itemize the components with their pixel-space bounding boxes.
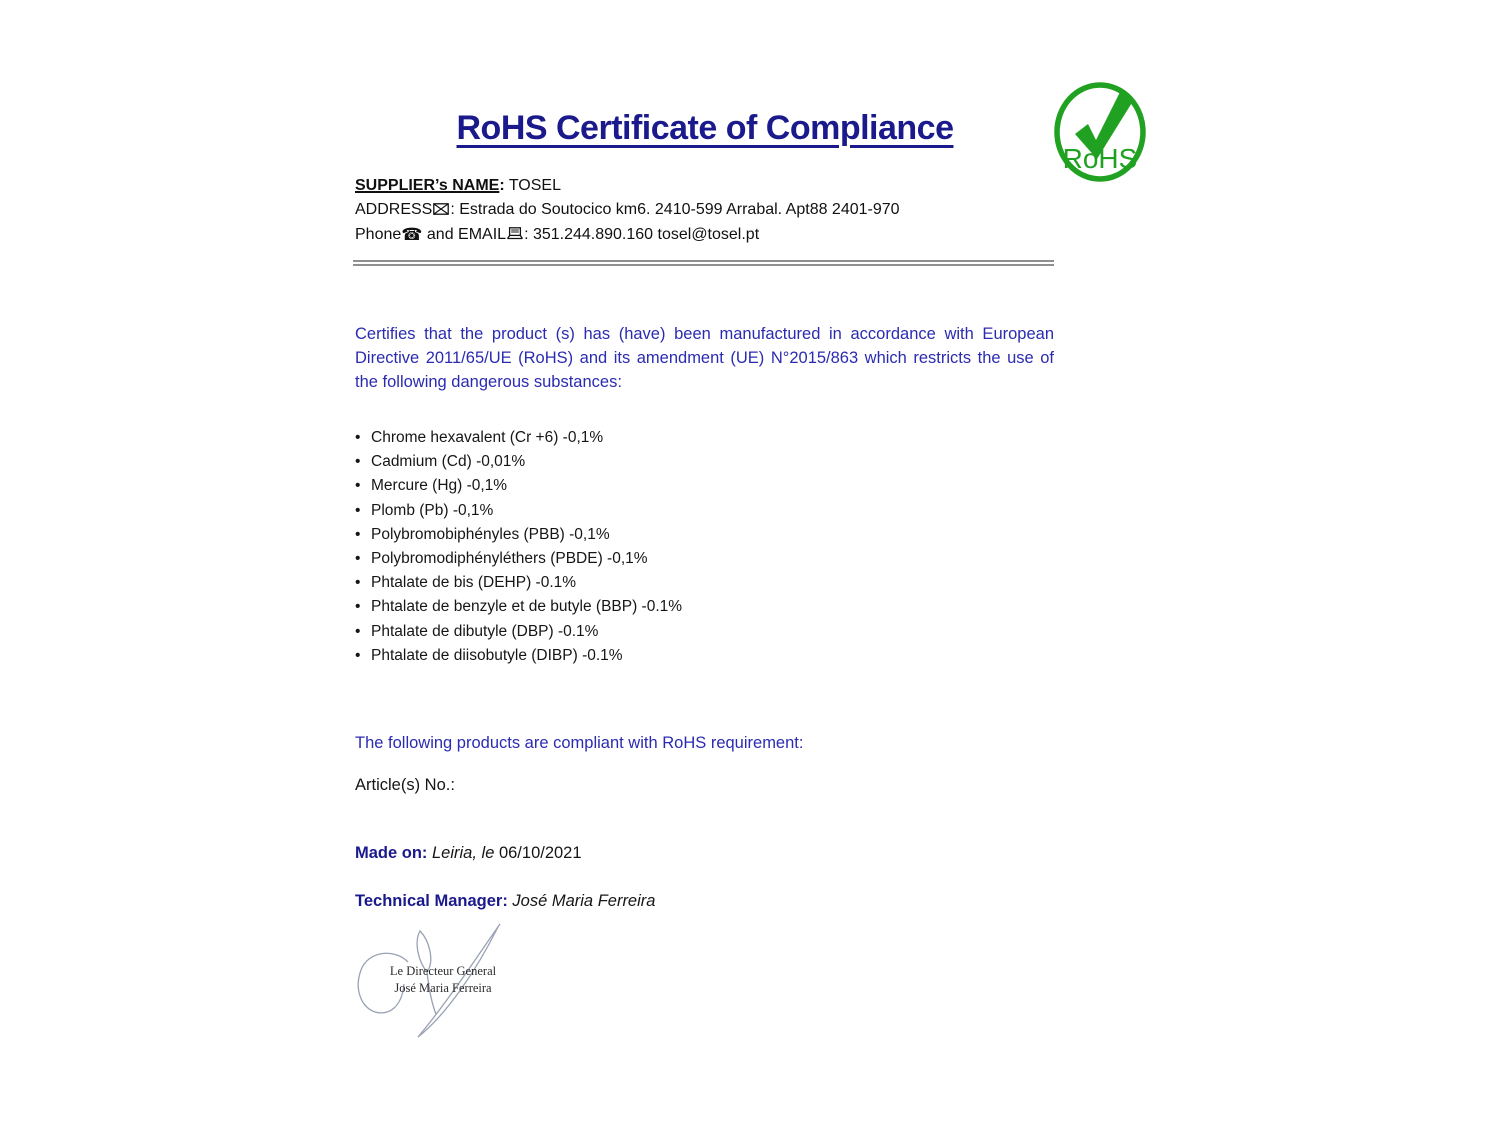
bullet-icon: • [355, 477, 361, 495]
list-item [355, 426, 995, 450]
laptop-icon [507, 224, 523, 248]
substance-text: Mercure (Hg) -0,1% [371, 477, 508, 495]
supplier-name-colon: : [499, 177, 505, 194]
list-item [355, 595, 995, 619]
substance-text: Plomb (Pb) -0,1% [371, 501, 494, 519]
bullet-icon: • [355, 622, 361, 640]
substance-text: Phtalate de dibutyle (DBP) -0.1% [371, 622, 599, 640]
signature-name: José Maria Ferreira [394, 980, 492, 995]
phone-label: Phone [355, 226, 402, 243]
supplier-contact-line [355, 223, 1055, 248]
contact-value: : 351.244.890.160 tosel@tosel.pt [524, 226, 760, 243]
article-number-label: Article(s) No.: [355, 776, 455, 794]
list-item [355, 620, 995, 644]
list-item [355, 644, 995, 668]
logo-text: RoHS [1062, 143, 1138, 174]
bullet-icon: • [355, 429, 361, 446]
certification-paragraph: Certifies that the product (s) has (have) been manufactured in accordance with European Directive 2011/65/UE (RoHS) and its amendment (UE) N°2015/863 which restricts the use of the following dangerous substances: [355, 324, 1054, 391]
list-item [355, 450, 995, 474]
signature-caption [383, 963, 503, 996]
address-value: : Estrada do Soutocico km6. 2410-599 Arrabal. Apt88 2401-970 [450, 201, 900, 218]
made-on-date: 06/10/2021 [494, 844, 582, 862]
substance-text: Chrome hexavalent (Cr +6) -0,1% [371, 429, 604, 446]
page-title: RoHS Certificate of Compliance [456, 108, 954, 147]
substance-text: Polybromobiphényles (PBB) -0,1% [371, 525, 610, 543]
list-item [355, 571, 995, 595]
list-item [355, 547, 995, 571]
supplier-name-label: SUPPLIER’s NAME [355, 177, 500, 194]
bullet-icon: • [355, 574, 361, 592]
substance-text: Polybromodiphényléthers (PBDE) -0,1% [371, 550, 648, 568]
compliance-statement: The following products are compliant with RoHS requirement: [355, 734, 804, 752]
bullet-icon: • [355, 550, 361, 568]
separator-rule [353, 260, 1054, 266]
substance-text: Phtalate de benzyle et de butyle (BBP) -0.1% [371, 598, 683, 616]
rohs-logo-icon [1052, 80, 1150, 186]
made-on-line [355, 844, 915, 863]
supplier-name-line [355, 174, 1055, 198]
phone-icon: ☎ [401, 225, 423, 244]
substances-list [355, 426, 995, 668]
signature-title: Le Directeur General [389, 964, 497, 978]
technical-manager-line [355, 892, 915, 911]
bullet-icon: • [355, 453, 361, 471]
made-on-place: Leiria, le [427, 844, 495, 862]
email-label: and EMAIL [422, 226, 507, 243]
rohs-logo [1052, 80, 1150, 186]
list-item [355, 523, 995, 547]
bullet-icon: • [355, 525, 361, 543]
made-on-label: Made on: [355, 844, 428, 862]
substance-text: Phtalate de bis (DEHP) -0.1% [371, 574, 577, 592]
list-item [355, 499, 995, 523]
address-label: ADDRESS [355, 201, 433, 218]
supplier-name-value: TOSEL [504, 177, 561, 194]
bullet-icon: • [355, 501, 361, 519]
envelope-icon [433, 199, 449, 223]
bullet-icon: • [355, 598, 361, 616]
supplier-address-line [355, 198, 1055, 223]
list-item [355, 474, 995, 498]
manager-label: Technical Manager: [355, 892, 508, 910]
bullet-icon: • [355, 646, 361, 664]
manager-name: José Maria Ferreira [507, 892, 656, 910]
substance-text: Cadmium (Cd) -0,01% [371, 453, 526, 471]
substance-text: Phtalate de diisobutyle (DIBP) -0.1% [371, 646, 623, 664]
supplier-block [355, 174, 1055, 248]
